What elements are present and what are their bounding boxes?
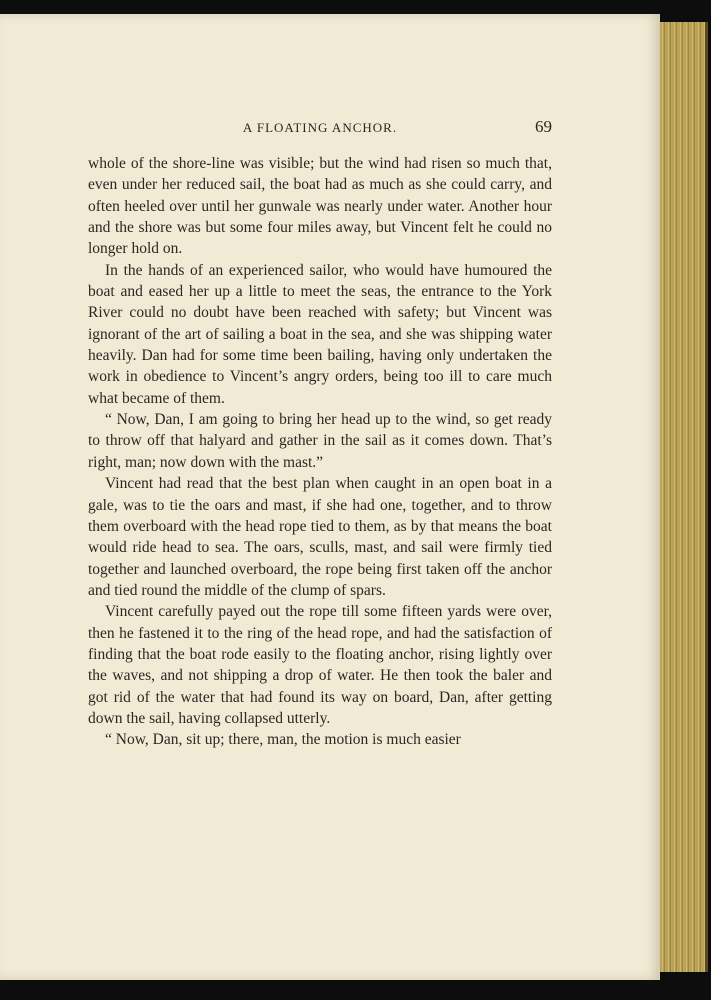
paragraph-4: Vincent had read that the best plan when caught in an open boat in a gale, was to tie the oars and mast, if she had one, together, and to throw them overboard with the head rope tied to them, as by that means the boat would ride head to sea. The oars, sculls, mast, and sail were firmly tied together and launched overboard, the rope being first taken off the anchor and tied round the middle of the clump of spars. bbox=[88, 475, 552, 599]
paragraph-5: Vincent carefully payed out the rope till some fifteen yards were over, then he fastened it to the ring of the head rope, and had the satisfaction of finding that the boat rode easily to the floating anchor, rising lightly over the waves, and not shipping a drop of water. He then took the baler and got rid of the water that had found its way on board, Dan, after getting down the sail, having collapsed utterly. bbox=[88, 603, 552, 727]
paragraph-2: In the hands of an experienced sailor, who would have humoured the boat and eased her up a little to meet the seas, the entrance to the York River could no doubt have been reached with safety; but Vincent was ignorant of the art of sailing a boat in the sea, and she was shipping water heavily. Dan had for some time been bailing, having only undertaken the work in obedience to Vincent’s angry orders, being too ill to care much what became of them. bbox=[88, 261, 552, 407]
running-title: A FLOATING ANCHOR. bbox=[242, 120, 398, 135]
running-head bbox=[88, 117, 552, 140]
body-text bbox=[88, 153, 552, 751]
paragraph-6: “ Now, Dan, sit up; there, man, the motion is much easier bbox=[105, 731, 461, 749]
page-number: 69 bbox=[535, 117, 552, 136]
paragraph-1: whole of the shore-line was visible; but the wind had risen so much that, even under her reduced sail, the boat had as much as she could carry, and often heeled over until her gunwale was nearly under water. Another hour and the shore was but some four miles away, but Vincent felt he could no longer hold on. bbox=[88, 155, 552, 258]
page-edges bbox=[655, 22, 708, 972]
paragraph-3: “ Now, Dan, I am going to bring her head up to the wind, so get ready to throw off that halyard and gather in the sail as it comes down. That’s right, man; now down with the mast.” bbox=[88, 411, 552, 471]
